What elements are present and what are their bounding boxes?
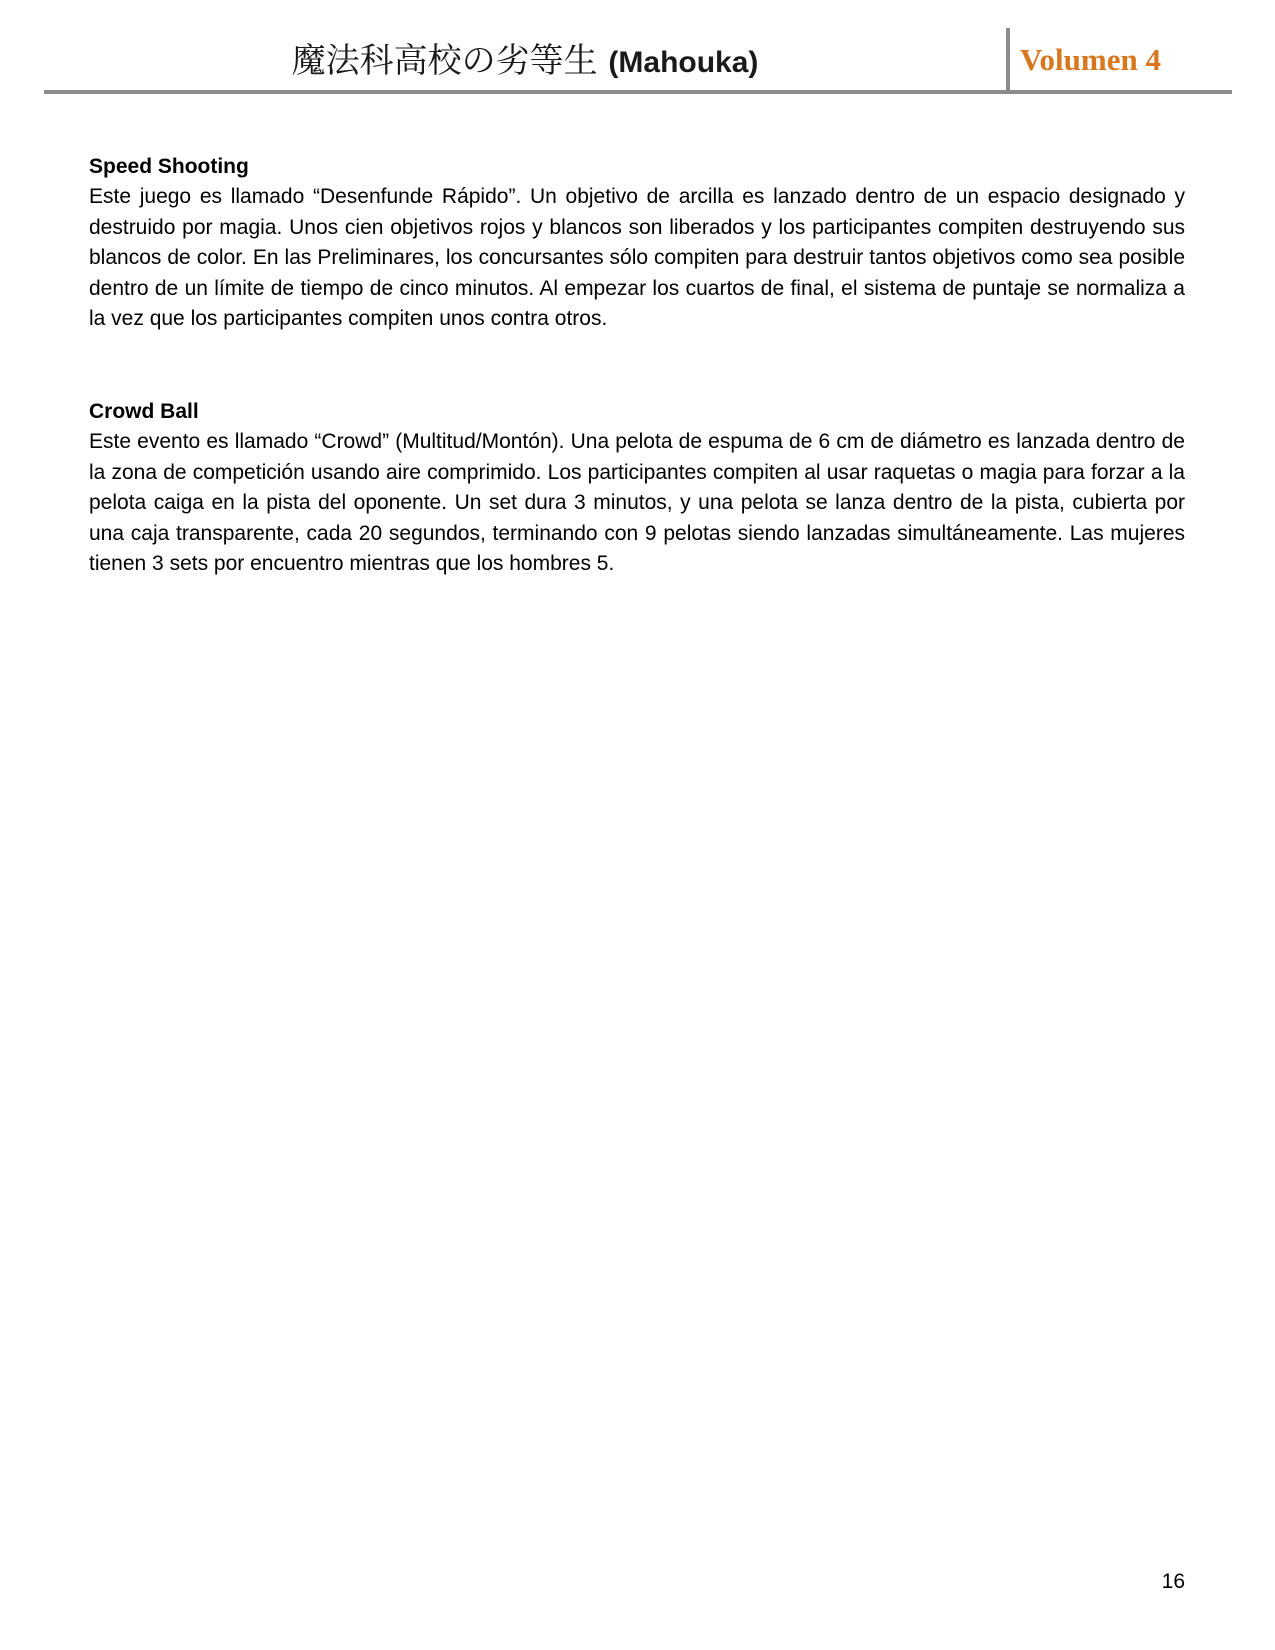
- book-title: [44, 38, 1006, 86]
- section-title: Speed Shooting: [89, 155, 249, 178]
- volume-label: Volumen 4: [1020, 42, 1161, 77]
- section-title: Crowd Ball: [89, 399, 199, 423]
- header-rule: [44, 90, 1232, 94]
- header-divider: [1006, 28, 1010, 92]
- page-header: [44, 28, 1232, 94]
- book-title-latin: (Mahouka): [608, 46, 759, 79]
- page-content: [89, 152, 1185, 642]
- section-speed-shooting: [89, 152, 1185, 335]
- page-number: 16: [1161, 1570, 1185, 1593]
- section-body: Este juego es llamado “Desenfunde Rápido”. Un objetivo de arcilla es lanzado dentro de un espacio designado y destruido por magia. Unos cien objetivos rojos y blancos son liberados y los participantes compiten destruyendo sus blancos de color. En las Preliminares, los concursantes sólo compiten para destruir tantos objetivos como sea posible dentro de un límite de tiempo de cinco minutos. Al empezar los cuartos de final, el sistema de puntaje se normaliza a la vez que los participantes compiten unos contra otros.: [89, 185, 1185, 331]
- section-body: Este evento es llamado “Crowd” (Multitud/Montón). Una pelota de espuma de 6 cm de diámetro es lanzada dentro de la zona de competición usando aire comprimido. Los participantes compiten al usar raquetas o magia para forzar a la pelota caiga en la pista del oponente. Un set dura 3 minutos, y una pelota se lanza dentro de la pista, cubierta por una caja transparente, cada 20 segundos, terminando con 9 pelotas siendo lanzadas simultáneamente. Las mujeres tienen 3 sets por encuentro mientras que los hombres 5.: [89, 429, 1185, 576]
- section-crowd-ball: [89, 397, 1185, 580]
- book-title-japanese: 魔法科高校の劣等生: [291, 41, 598, 81]
